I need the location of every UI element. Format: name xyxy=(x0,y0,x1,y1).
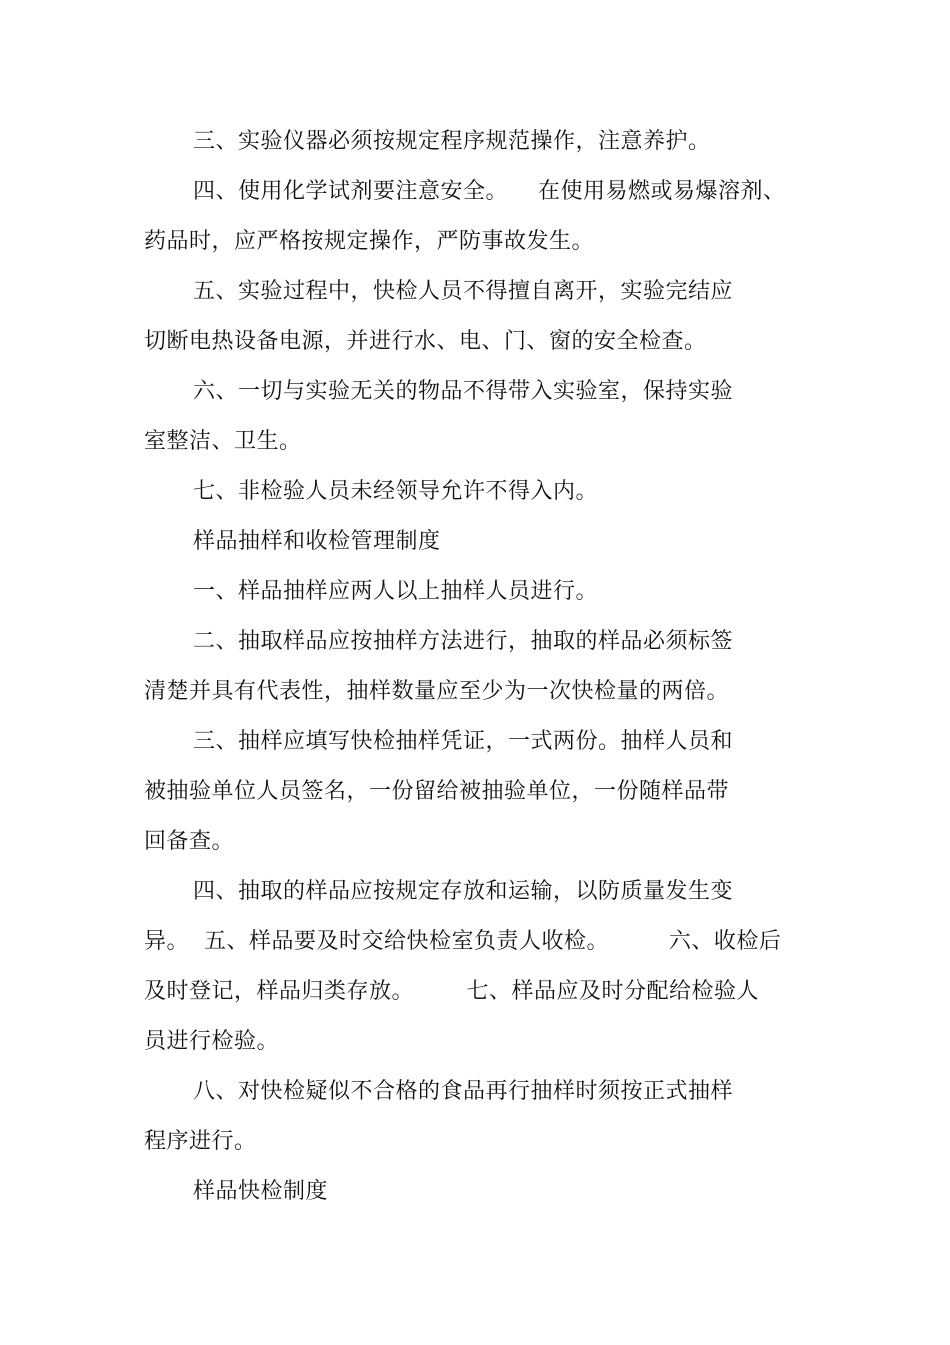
paragraph-line: 员进行检验。 xyxy=(144,1029,280,1054)
paragraph-line: 室整洁、卫生。 xyxy=(144,429,302,454)
paragraph-line: 及时登记，样品归类存放。 七、样品应及时分配给检验人 xyxy=(144,979,759,1004)
paragraph-line: 六、一切与实验无关的物品不得带入实验室，保持实验 xyxy=(193,379,734,404)
section-heading: 样品快检制度 xyxy=(193,1179,329,1204)
paragraph-line: 切断电热设备电源，并进行水、电、门、窗的安全检查。 xyxy=(144,329,707,354)
paragraph-line: 回备查。 xyxy=(144,829,235,854)
section-heading: 样品抽样和收检管理制度 xyxy=(193,529,441,554)
paragraph-line: 四、抽取的样品应按规定存放和运输，以防质量发生变 xyxy=(193,879,734,904)
paragraph-line: 一、样品抽样应两人以上抽样人员进行。 xyxy=(193,579,599,604)
paragraph-line: 二、抽取样品应按抽样方法进行，抽取的样品必须标签 xyxy=(193,629,734,654)
paragraph-line: 被抽验单位人员签名，一份留给被抽验单位，一份随样品带 xyxy=(144,779,730,804)
paragraph-line: 清楚并具有代表性，抽样数量应至少为一次快检量的两倍。 xyxy=(144,679,730,704)
paragraph-line: 八、对快检疑似不合格的食品再行抽样时须按正式抽样 xyxy=(193,1079,734,1104)
paragraph-line: 五、实验过程中，快检人员不得擅自离开，实验完结应 xyxy=(193,279,734,304)
paragraph-line: 三、抽样应填写快检抽样凭证，一式两份。抽样人员和 xyxy=(193,729,734,754)
paragraph-line: 七、非检验人员未经领导允许不得入内。 xyxy=(193,479,599,504)
paragraph-line: 三、实验仪器必须按规定程序规范操作，注意养护。 xyxy=(193,129,711,154)
paragraph-line: 异。 五、样品要及时交给快检室负责人收检。 六、收检后 xyxy=(144,929,782,954)
paragraph-line: 四、使用化学试剂要注意安全。 在使用易燃或易爆溶剂、 xyxy=(193,179,786,204)
paragraph-line: 程序进行。 xyxy=(144,1129,257,1154)
paragraph-line: 药品时，应严格按规定操作，严防事故发生。 xyxy=(144,229,595,254)
